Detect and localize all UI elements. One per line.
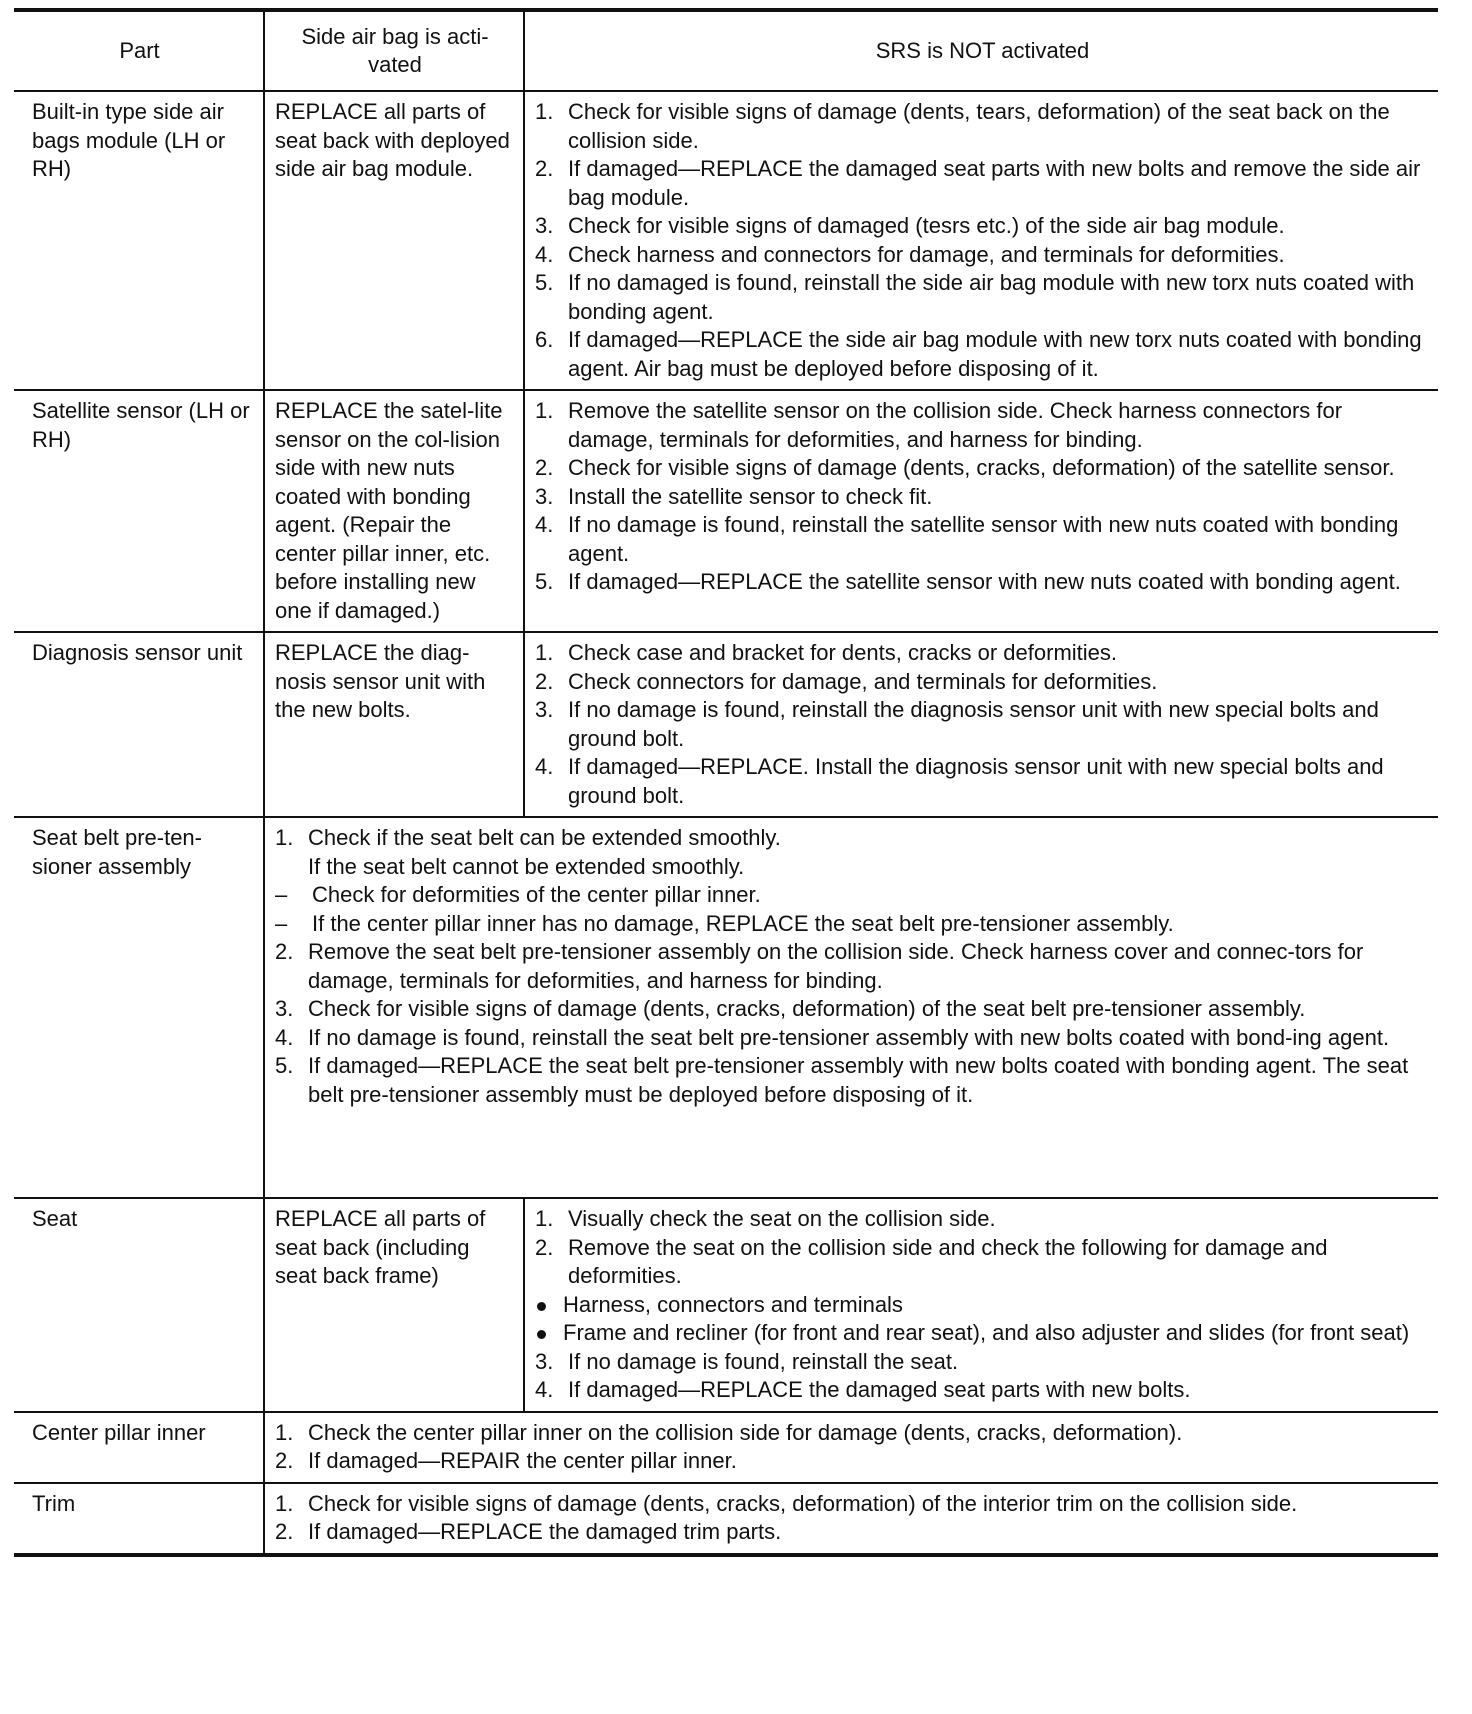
activated-action: REPLACE all parts of seat back (including seat back frame) — [264, 1198, 524, 1412]
part-name: Built-in type side air bags module (LH or RH) — [14, 91, 264, 390]
srs-inspection-page — [14, 8, 1438, 1557]
part-name: Seat — [14, 1198, 264, 1412]
step-item: 1. Check for visible signs of damage (dents, tears, deformation) of the seat back on the collision side. — [535, 99, 1390, 153]
table-row — [14, 817, 1438, 1198]
step-item: 6. If damaged—REPLACE the side air bag module with new torx nuts coated with bonding agent. Air bag must be deployed before disposing of it. — [535, 327, 1422, 381]
header-activated: Side air bag is acti-vated — [264, 10, 524, 91]
step-item: 2. If damaged—REPLACE the damaged seat parts with new bolts and remove the side air bag module. — [535, 156, 1421, 210]
step-item: 3. Check for visible signs of damaged (tesrs etc.) of the side air bag module. — [535, 213, 1285, 238]
step-item: 2. Check connectors for damage, and terminals for deformities. — [535, 668, 1158, 694]
part-name: Seat belt pre-ten-sioner assembly — [14, 817, 264, 1198]
not-activated-steps — [524, 632, 1438, 817]
dash-item: – If the center pillar inner has no damage, REPLACE the seat belt pre-tensioner assembly. — [275, 910, 1174, 936]
table-row — [14, 390, 1438, 632]
part-name: Trim — [32, 1490, 76, 1516]
combined-steps — [264, 1483, 1438, 1555]
dash-item: – Check for deformities of the center pillar inner. — [275, 882, 761, 907]
header-not-activated: SRS is NOT activated — [524, 10, 1438, 91]
table-row — [14, 1412, 1438, 1483]
not-activated-steps — [524, 390, 1438, 632]
part-name: Satellite sensor (LH or RH) — [14, 390, 264, 632]
step-item: 4. If no damage is found, reinstall the seat belt pre-tensioner assembly with new bolts coated with bond-ing agent. — [275, 1024, 1390, 1050]
step-item: 4. If damaged—REPLACE. Install the diagnosis sensor unit with new special bolts and ground bolt. — [535, 754, 1384, 808]
step-item: 2. Remove the seat belt pre-tensioner assembly on the collision side. Check harness cover and connec-tors for damage, terminals for deformities, and harness for binding. — [275, 939, 1364, 993]
step-item: 1. Check case and bracket for dents, cracks or deformities. — [535, 640, 1118, 665]
step-item: 5. If damaged—REPLACE the seat belt pre-tensioner assembly with new bolts coated with bonding agent. The seat belt pre-tensioner assembly must be deployed before disposing of it. — [275, 1053, 1409, 1107]
step-item: 2. If damaged—REPLACE the damaged trim parts. — [275, 1519, 782, 1544]
step-item: 3. If no damage is found, reinstall the seat. — [535, 1348, 959, 1374]
header-part: Part — [14, 10, 264, 91]
step-item: 1. Check if the seat belt can be extended smoothly. — [275, 825, 781, 850]
bullet-item: Frame and recliner (for front and rear seat), and also adjuster and slides (for front seat) — [535, 1319, 1430, 1348]
activated-action: REPLACE the diag-nosis sensor unit with the new bolts. — [264, 632, 524, 817]
part-name: Diagnosis sensor unit — [14, 632, 264, 817]
table-header-row — [14, 10, 1438, 91]
not-activated-steps — [524, 1198, 1438, 1412]
not-activated-steps — [524, 91, 1438, 390]
step-item: 4. If no damage is found, reinstall the satellite sensor with new nuts coated with bonding agent. — [535, 512, 1399, 566]
step-item: 5. If damaged—REPLACE the satellite sensor with new nuts coated with bonding agent. — [535, 569, 1401, 594]
step-item: 3. If no damage is found, reinstall the diagnosis sensor unit with new special bolts and ground bolt. — [535, 697, 1379, 751]
step-item: 4. If damaged—REPLACE the damaged seat parts with new bolts. — [535, 1377, 1191, 1402]
combined-steps — [264, 817, 1438, 1198]
srs-inspection-table — [14, 8, 1438, 1557]
activated-action: REPLACE all parts of seat back with deployed side air bag module. — [264, 91, 524, 390]
table-row — [14, 1483, 1438, 1555]
bullet-item: Harness, connectors and terminals — [535, 1291, 1430, 1320]
step-item: 4. Check harness and connectors for damage, and terminals for deformities. — [535, 241, 1285, 267]
table-row — [14, 91, 1438, 390]
bullet-dot-icon — [537, 1330, 546, 1339]
step-item: 2. Check for visible signs of damage (dents, cracks, deformation) of the satellite sensor. — [535, 455, 1395, 480]
step-item: 5. If no damaged is found, reinstall the side air bag module with new torx nuts coated with bonding agent. — [535, 270, 1415, 324]
table-row — [14, 1198, 1438, 1412]
step-item: 3. Check for visible signs of damage (dents, cracks, deformation) of the seat belt pre-tensioner assembly. — [275, 996, 1306, 1021]
part-name: Center pillar inner — [14, 1412, 264, 1483]
step-item: 2. If damaged—REPAIR the center pillar inner. — [275, 1448, 737, 1473]
combined-steps — [264, 1412, 1438, 1483]
bullet-dot-icon — [537, 1302, 546, 1311]
step-item: 3. Install the satellite sensor to check fit. — [535, 483, 933, 509]
step-item: 1. Visually check the seat on the collision side. — [535, 1206, 996, 1231]
step-item: 2. Remove the seat on the collision side and check the following for damage and deformities. — [535, 1234, 1328, 1288]
activated-action: REPLACE the satel-lite sensor on the col-lision side with new nuts coated with bonding agent. (Repair the center pillar inner, etc. before installing new one if damaged.) — [264, 390, 524, 632]
step-subtext: If the seat belt cannot be extended smoothly. — [308, 853, 745, 879]
table-row — [14, 632, 1438, 817]
step-item: 1. Check for visible signs of damage (dents, cracks, deformation) of the interior trim on the collision side. — [275, 1490, 1298, 1516]
step-item: 1. Check the center pillar inner on the collision side for damage (dents, cracks, deformation). — [275, 1419, 1183, 1445]
step-item: 1. Remove the satellite sensor on the collision side. Check harness connectors for damage, terminals for deformities, and harness for binding. — [535, 398, 1343, 452]
